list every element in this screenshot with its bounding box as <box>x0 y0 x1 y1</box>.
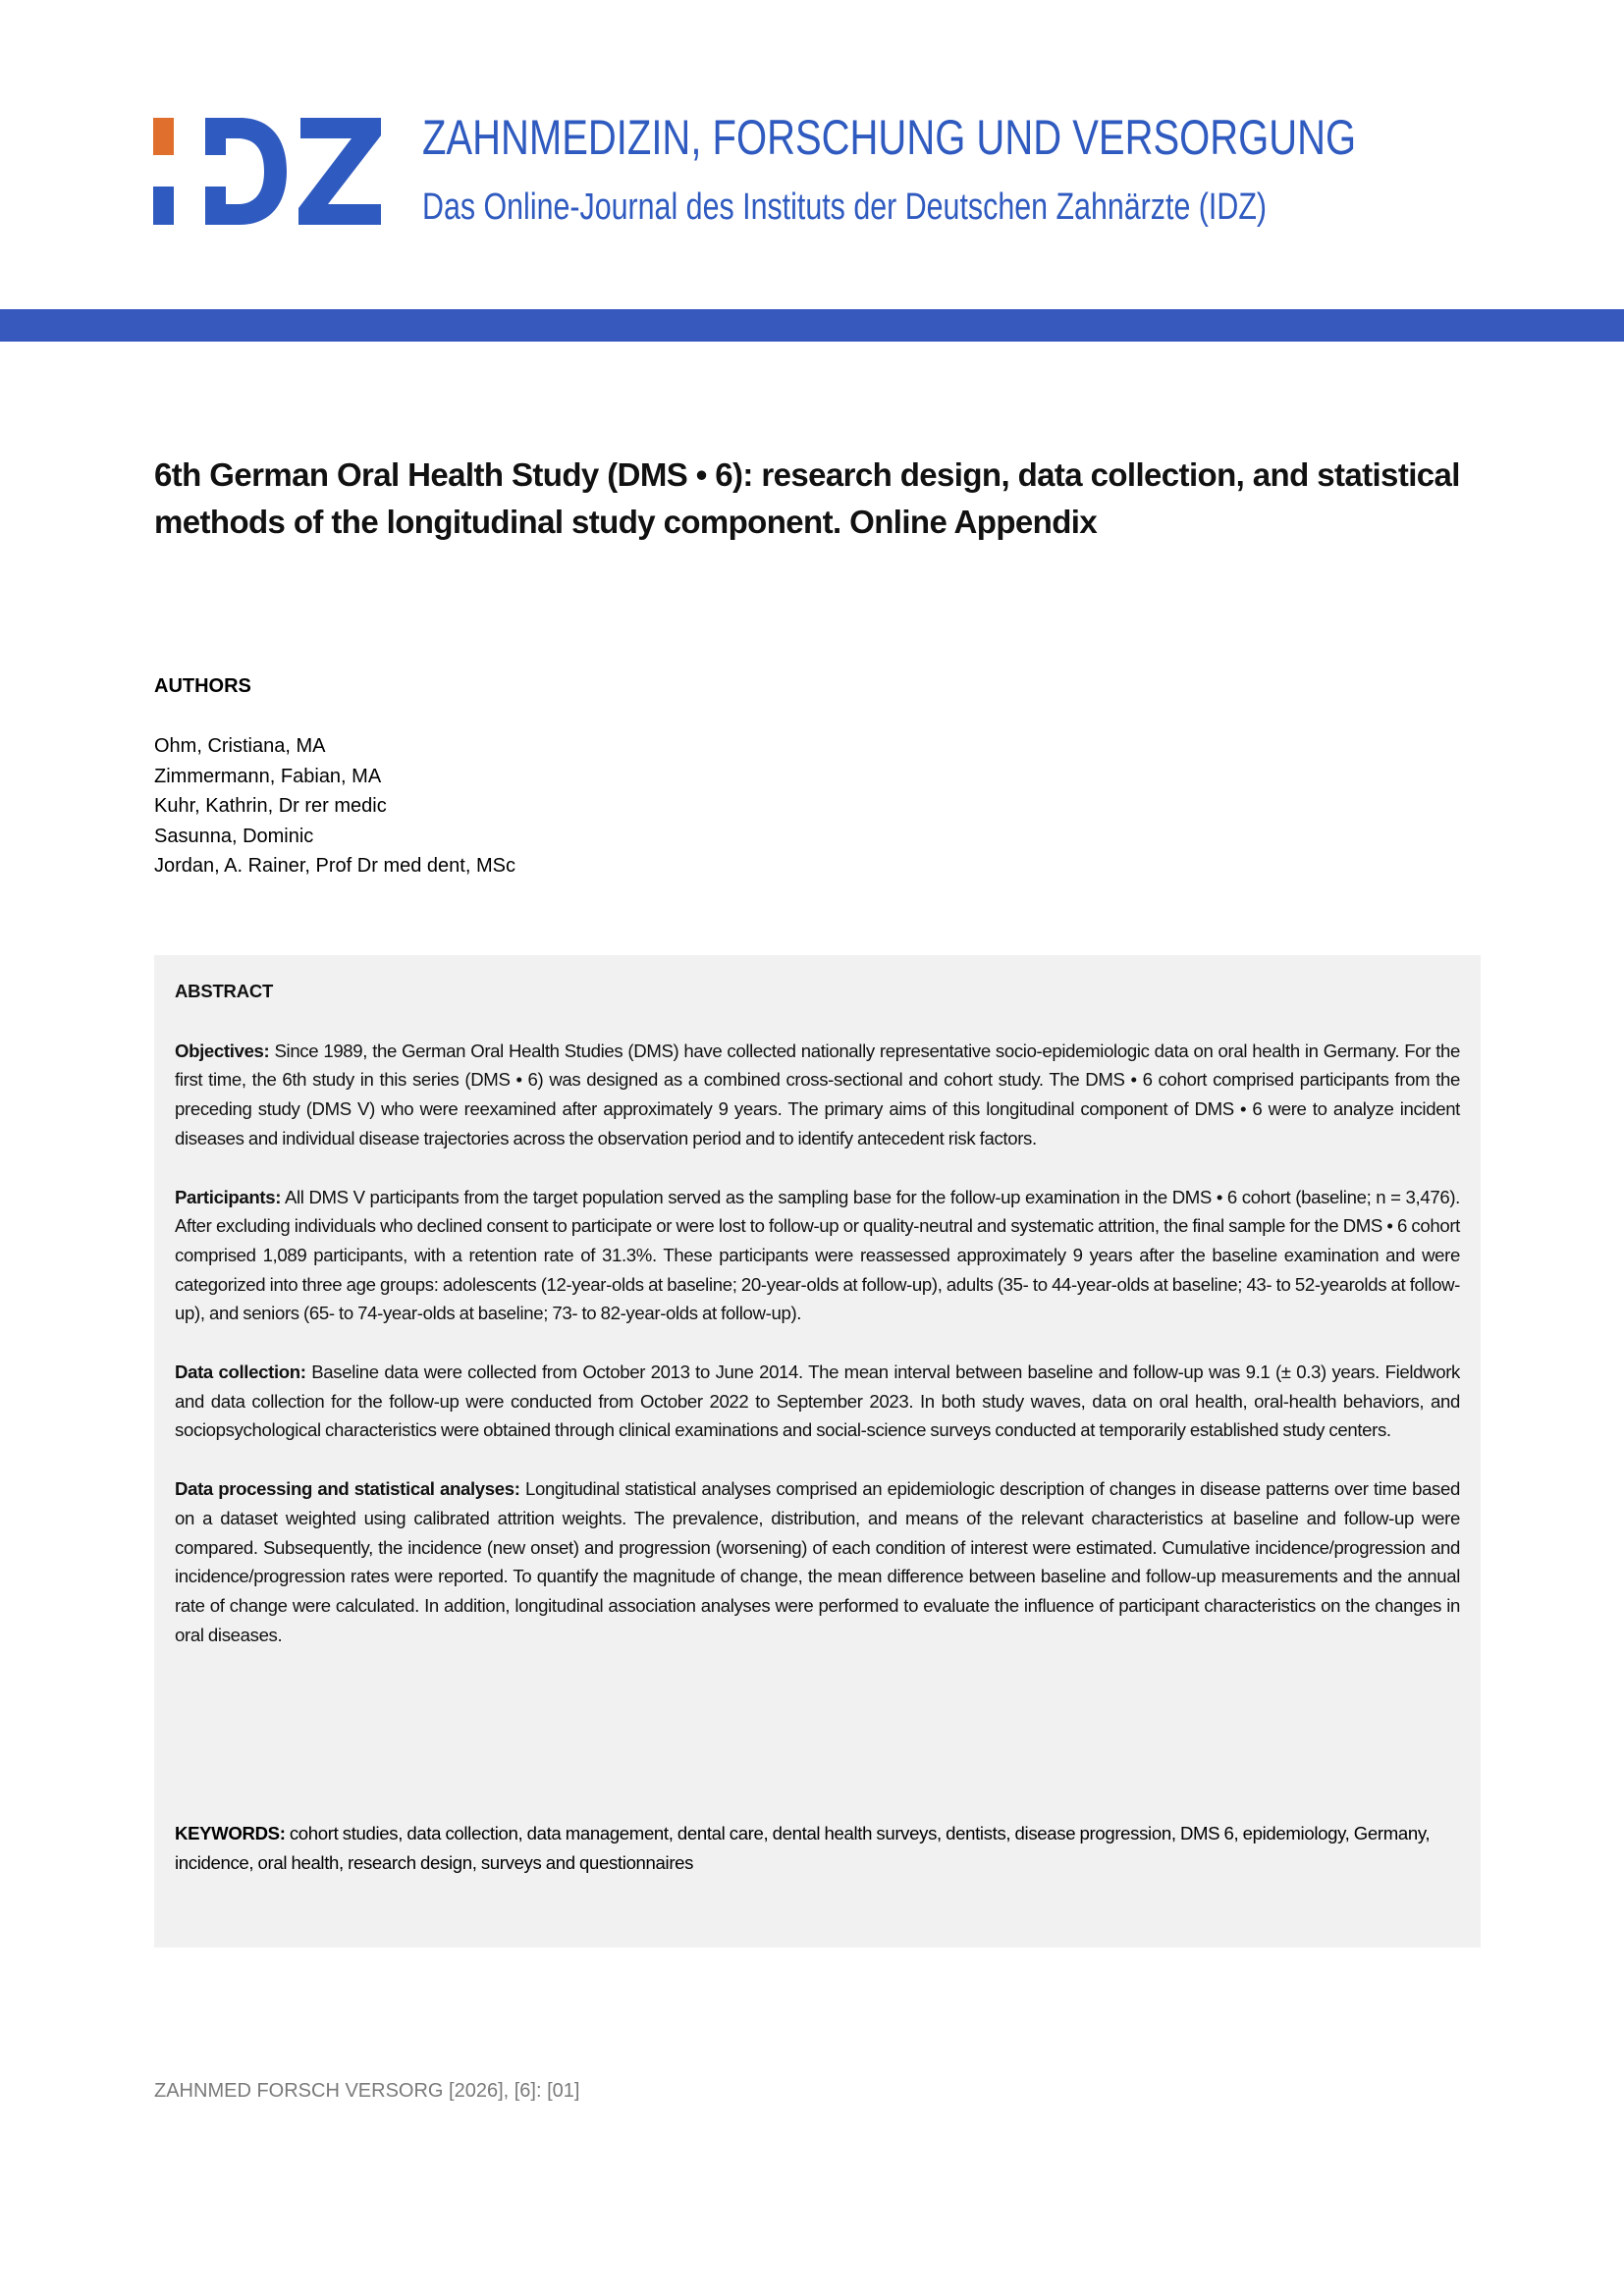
abstract-objectives <box>175 1037 1460 1153</box>
section-label: Participants: <box>175 1186 282 1207</box>
idz-logo <box>153 118 381 226</box>
author-item: Zimmermann, Fabian, MA <box>154 765 382 787</box>
article-title: 6th German Oral Health Study (DMS • 6): research design, data collection, and statistical methods of the longitudinal study component. Online Appendix <box>154 456 1460 540</box>
author-item: Kuhr, Kathrin, Dr rer medic <box>154 795 387 817</box>
section-text: Since 1989, the German Oral Health Studies (DMS) have collected nationally representative socio-epidemiologic data on oral health in Germany. For the first time, the 6th study in this series (DMS • 6) was designed as a combined cross-sectional and cohort study. The DMS • 6 cohort comprised participants from the preceding study (DMS V) who were reexamined after approximately 9 years. The primary aims of this longitudinal component of DMS • 6 were to analyze incident diseases and individual disease trajectories across the observation period and to identify antecedent risk factors. <box>175 1040 1460 1148</box>
author-item: Ohm, Cristiana, MA <box>154 735 326 757</box>
section-text: Longitudinal statistical analyses comprised an epidemiologic description of changes in disease patterns over time based on a dataset weighted using calibrated attrition weights. The prevalence, distribution, and means of the relevant characteristics at baseline and follow-up were compared. Subsequently, the incidence (new onset) and progression (worsening) of each condition of interest were estimated. Cumulative incidence/progression and incidence/progression rates were reported. To quantify the magnitude of change, the mean difference between baseline and follow-up measurements and the annual rate of change were calculated. In addition, longitudinal association analyses were performed to evaluate the influence of participant characteristics on the changes in oral diseases. <box>175 1478 1460 1645</box>
journal-name: ZAHNMEDIZIN, FORSCHUNG UND VERSORGUNG <box>422 110 1357 165</box>
abstract-statistical-analyses <box>175 1474 1460 1649</box>
footer-citation: ZAHNMED FORSCH VERSORG [2026], [6]: [01] <box>154 2080 580 2102</box>
section-label: Data processing and statistical analyses: <box>175 1478 520 1500</box>
abstract-heading: ABSTRACT <box>175 981 274 1001</box>
header-band <box>0 309 1624 342</box>
authors-list <box>154 731 515 881</box>
section-text: All DMS V participants from the target population served as the sampling base for the follow-up examination in the DMS • 6 cohort (baseline; n = 3,476). After excluding individuals who declined consent to participate or were lost to follow-up or quality-neutral and systematic attrition, the final sample for the DMS • 6 cohort comprised 1,089 participants, with a retention rate of 31.3%. These participants were reassessed approximately 9 years after the baseline examination and were categorized into three age groups: adolescents (12-year-olds at baseline; 20-year-olds at follow-up), adults (35- to 44-year-olds at baseline; 43- to 52-yearolds at follow-up), and seniors (65- to 74-year-olds at baseline; 73- to 82-year-olds at follow-up). <box>175 1186 1460 1324</box>
abstract-data-collection <box>175 1358 1460 1445</box>
authors-heading: AUTHORS <box>154 675 251 697</box>
abstract-participants <box>175 1183 1460 1329</box>
section-label: Data collection: <box>175 1362 306 1383</box>
section-label: Objectives: <box>175 1040 270 1061</box>
author-item: Sasunna, Dominic <box>154 825 314 847</box>
logo-dz-icon <box>153 118 381 226</box>
keywords-text: cohort studies, data collection, data management, dental care, dental health surveys, dentists, disease progression, DMS 6, epidemiology, Germany, incidence, oral health, research design, surveys and questionnaires <box>175 1823 1431 1873</box>
abstract-box <box>154 955 1481 1948</box>
journal-subtitle: Das Online-Journal des Instituts der Deutschen Zahnärzte (IDZ) <box>422 187 1268 228</box>
author-item: Jordan, A. Rainer, Prof Dr med dent, MSc <box>154 855 515 877</box>
abstract-content <box>175 977 1460 1679</box>
keywords <box>175 1819 1460 1877</box>
section-text: Baseline data were collected from October 2013 to June 2014. The mean interval between baseline and follow-up was 9.1 (± 0.3) years. Fieldwork and data collection for the follow-up were conducted from October 2022 to September 2023. In both study waves, data on oral health, oral-health behaviors, and sociopsychological characteristics were obtained through clinical examinations and social-science surveys conducted at temporarily established study centers. <box>175 1362 1460 1441</box>
keywords-label: KEYWORDS: <box>175 1823 286 1843</box>
